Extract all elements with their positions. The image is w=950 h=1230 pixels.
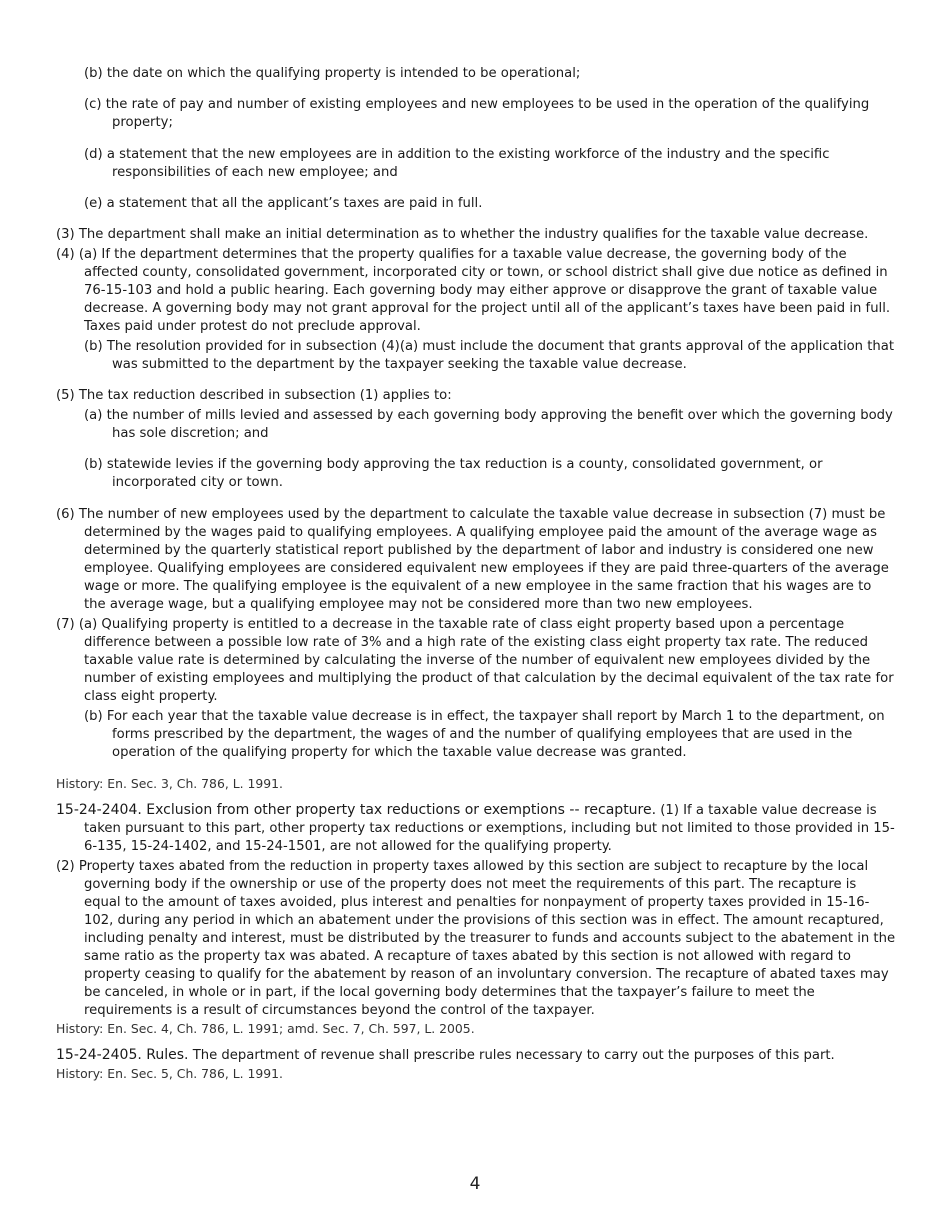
subsection-2d: (d) a statement that the new employees are in addition to the existing workforce of the industry and the specific responsibilities of each new employee; and bbox=[84, 146, 830, 180]
subsection-5b: (b) statewide levies if the governing body approving the tax reduction is a county, consolidated government, or incorporated city or town. bbox=[84, 457, 823, 491]
section-heading-2405: 15-24-2405. Rules. bbox=[56, 1046, 189, 1063]
history-note-2404: History: En. Sec. 4, Ch. 786, L. 1991; amd. Sec. 7, Ch. 597, L. 2005. bbox=[56, 1020, 475, 1036]
page-number: 4 bbox=[469, 1174, 481, 1194]
subsection-5a: (a) the number of mills levied and assessed by each governing body approving the benefit over which the governing body has sole discretion; and bbox=[84, 408, 893, 442]
subsection-3: (3) The department shall make an initial determination as to whether the industry qualifies for the taxable value decrease. bbox=[56, 226, 869, 242]
subsection-5: (5) The tax reduction described in subsection (1) applies to: bbox=[56, 388, 452, 404]
section-2404-subsection-1 bbox=[56, 801, 896, 856]
history-note-2403: History: En. Sec. 3, Ch. 786, L. 1991. bbox=[56, 775, 283, 791]
section-2404-subsection-2: (2) Property taxes abated from the reduction in property taxes allowed by this section are subject to recapture by the local governing body if the ownership or use of the property does not meet the requirements of this part. The recapture is equal to the amount of taxes avoided, plus interest and penalties for nonpayment of property taxes provided in 15-16-102, during any period in which an abatement under the provisions of this section was in effect. The amount recaptured, including penalty and interest, must be distributed by the treasurer to funds and accounts subject to the abatement in the same ratio as the property tax was abated. A recapture of taxes abated by this section is not allowed with regard to property ceasing to qualify for the abatement by reason of an involuntary conversion. The recapture of abated taxes may be canceled, in whole or in part, if the local governing body determines that the taxpayer’s failure to meet the requirements is a result of circumstances beyond the control of the taxpayer. bbox=[56, 858, 896, 1018]
document-body bbox=[56, 52, 896, 1083]
section-2405-text: The department of revenue shall prescribe rules necessary to carry out the purposes of this part. bbox=[192, 1047, 835, 1063]
subsection-7a: (7) (a) Qualifying property is entitled to a decrease in the taxable rate of class eight property based upon a percentage difference between a possible low rate of 3% and a high rate of the existing class eight property tax rate. The reduced taxable value rate is determined by calculating the inverse of the number of equivalent new employees divided by the number of existing employees and multiplying the product of that calculation by the decimal equivalent of the tax rate for class eight property. bbox=[56, 616, 894, 704]
subsection-2b: (b) the date on which the qualifying property is intended to be operational; bbox=[84, 66, 581, 82]
subsection-4a: (4) (a) If the department determines that the property qualifies for a taxable value decrease, the governing body of the affected county, consolidated government, incorporated city or town, or school district shall give due notice as defined in 76-15-103 and hold a public hearing. Each governing body may either approve or disapprove the grant of taxable value decrease. A governing body may not grant approval for the project until all of the applicant’s taxes have been paid in full. Taxes paid under protest do not preclude approval. bbox=[56, 246, 891, 334]
subsection-6: (6) The number of new employees used by the department to calculate the taxable value decrease in subsection (7) must be determined by the wages paid to qualifying employees. A qualifying employee paid the amount of the average wage as determined by the quarterly statistical report published by the department of labor and industry is considered one new employee. Qualifying employees are considered equivalent new employees if they are paid three-quarters of the average wage or more. The qualifying employee is the equivalent of a new employee in the same fraction that his wages are to the average wage, but a qualifying employee may not be considered more than two new employees. bbox=[56, 506, 889, 612]
section-heading-2404: 15-24-2404. Exclusion from other property tax reductions or exemptions -- recapture. bbox=[56, 801, 657, 818]
section-2404-text-1: (1) If a taxable value decrease is taken pursuant to this part, other property tax reductions or exemptions, including but not limited to those provided in 15-6-135, 15-24-1402, and 15-24-1501, are not allowed for the qualifying property. bbox=[84, 802, 895, 854]
subsection-2e: (e) a statement that all the applicant’s taxes are paid in full. bbox=[84, 195, 483, 211]
subsection-7b: (b) For each year that the taxable value decrease is in effect, the taxpayer shall report by March 1 to the department, on forms prescribed by the department, the wages of and the number of qualifying employees that are used in the operation of the qualifying property for which the taxable value decrease was granted. bbox=[84, 708, 885, 760]
subsection-2c: (c) the rate of pay and number of existing employees and new employees to be used in the operation of the qualifying property; bbox=[84, 97, 870, 131]
subsection-4b: (b) The resolution provided for in subsection (4)(a) must include the document that grants approval of the application that was submitted to the department by the taxpayer seeking the taxable value decrease. bbox=[84, 338, 895, 372]
section-2405 bbox=[56, 1046, 896, 1065]
history-note-2405: History: En. Sec. 5, Ch. 786, L. 1991. bbox=[56, 1065, 283, 1081]
